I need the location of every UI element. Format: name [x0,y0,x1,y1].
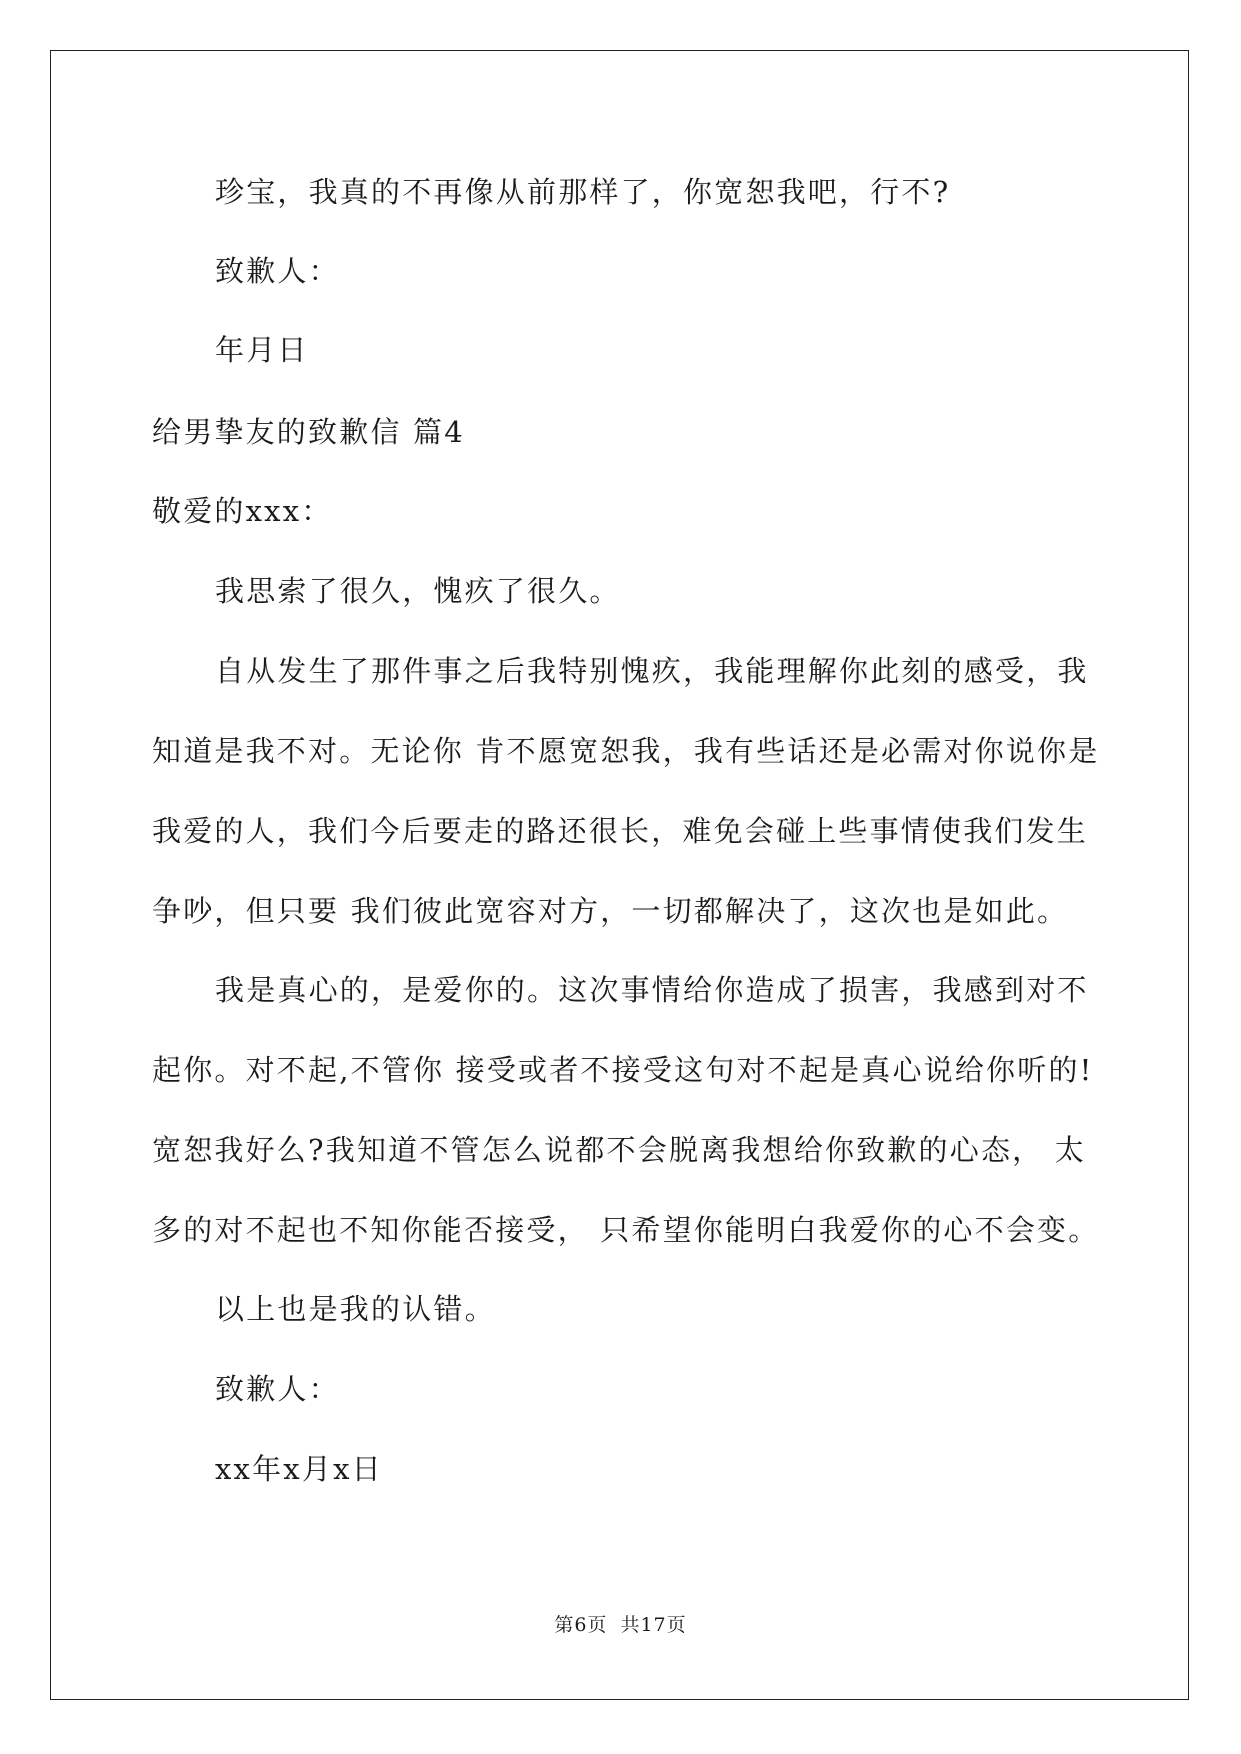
signature-label: 致歉人： [215,1372,340,1406]
paragraph-line: 自从发生了那件事之后我特别愧疚，我能理解你此刻的感受，我 [215,654,1089,688]
paragraph-line: 我思索了很久，愧疚了很久。 [215,574,621,608]
date-line: 年月日 [215,333,309,367]
page-number: 第6页 [554,1614,608,1636]
paragraph-line: 以上也是我的认错。 [215,1292,496,1326]
paragraph-line: 多的对不起也不知你能否接受， 只希望你能明白我爱你的心不会变。 [152,1213,1100,1247]
paragraph-line: 争吵，但只要 我们彼此宽容对方，一切都解决了，这次也是如此。 [152,894,1069,928]
page-footer [0,1610,1241,1637]
paragraph-line: 珍宝，我真的不再像从前那样了，你宽恕我吧，行不? [215,175,951,209]
page-total: 共17页 [620,1614,687,1636]
paragraph-line: 我是真心的，是爱你的。这次事情给你造成了损害，我感到对不 [215,973,1089,1007]
paragraph-line: 知道是我不对。无论你 肯不愿宽恕我，我有些话还是必需对你说你是 [152,734,1100,768]
section-heading: 给男挚友的致歉信 篇4 [152,415,465,449]
paragraph-line: 宽恕我好么?我知道不管怎么说都不会脱离我想给你致歉的心态， 太 [152,1133,1086,1167]
salutation: 敬爱的xxx： [152,494,333,528]
signature-label: 致歉人： [215,254,340,288]
paragraph-line: 起你。对不起,不管你 接受或者不接受这句对不起是真心说给你听的! [152,1053,1094,1087]
paragraph-line: 我爱的人，我们今后要走的路还很长，难免会碰上些事情使我们发生 [152,814,1089,848]
date-line: xx年x月x日 [215,1452,383,1486]
